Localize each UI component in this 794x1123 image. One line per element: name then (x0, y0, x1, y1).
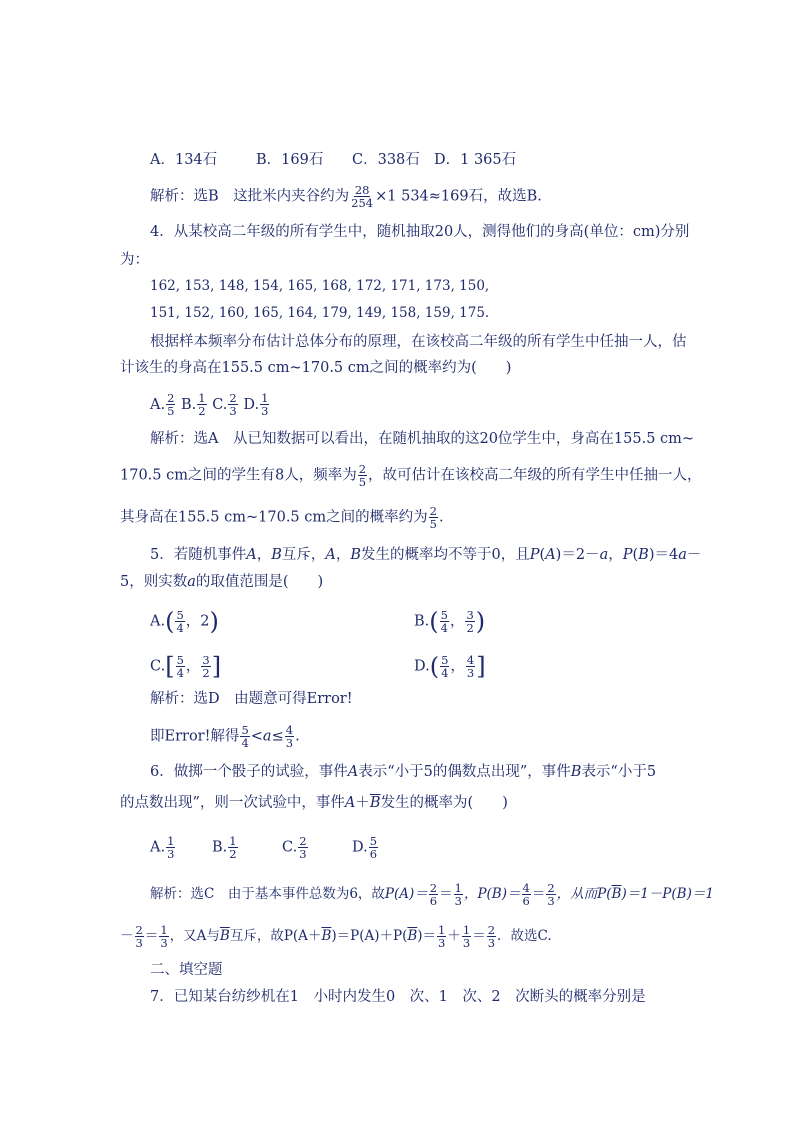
q5-option-c: C.[ $\frac{5}{4}$ ， $\frac{3}{2}$ ] (150, 652, 222, 681)
q6-solution-line2: － $\frac{2}{3}$ ＝ $\frac{1}{3}$ ，又A与$\overline{B}$互斥，故$P(A+\overline{B})=P(A)+P(\overline{B})=$ $\frac{1}{3}$ ＋ $\frac{1}{3}$ ＝ $\frac{2}{3}$ ．故选C. (120, 923, 552, 950)
q4-question-line2: 计该生的身高在155.5 cm~170.5 cm之间的概率约为( ) (120, 360, 512, 376)
q3-option-c: C．338石 (352, 152, 420, 168)
q3-solution: 解析：选B 这批米内夹谷约为 $\frac{28}{254}$ ×1 534≈169石，故选B. (150, 183, 542, 210)
q4-option-b: B. $\frac{1}{2}$ (181, 391, 206, 418)
q4-data-line1: 162, 153, 148, 154, 165, 168, 172, 171, 173, 150, (150, 278, 490, 294)
q3-option-a: A．134石 (150, 152, 218, 168)
q4-stem-line2: 为： (120, 252, 149, 268)
q5-option-b: B.( $\frac{5}{4}$ ， $\frac{3}{2}$ ) (414, 607, 486, 636)
q5-solution-line2: 即Error!解得 $\frac{5}{4}$ <a≤ $\frac{4}{3}$ . (150, 723, 300, 750)
q6-option-d: D. $\frac{5}{6}$ (352, 834, 378, 861)
q4-question-line1: 根据样本频率分布估计总体分布的原理，在该校高二年级的所有学生中任抽一人，估 (150, 334, 687, 350)
q4-solution-line1: 解析：选A 从已知数据可以看出，在随机抽取的这20位学生中，身高在155.5 cm~ (150, 431, 695, 447)
q4-option-a: A. $\frac{2}{5}$ (150, 391, 175, 418)
q4-solution-line3: 其身高在155.5 cm~170.5 cm之间的概率约为 $\frac{2}{5}$ . (120, 504, 444, 531)
q4-solution-line2: 170.5 cm之间的学生有8人，频率为 $\frac{2}{5}$ ，故可估计在该校高二年级的所有学生中任抽一人， (120, 462, 702, 489)
q3-option-b: B．169石 (256, 152, 324, 168)
fraction: $\frac{28}{254}$ (351, 183, 374, 210)
q7-stem: 7．已知某台纺纱机在1 小时内发生0 次、1 次、2 次断头的概率分别是 (150, 989, 646, 1005)
q4-stem-line1: 4．从某校高二年级的所有学生中，随机抽取20人，测得他们的身高(单位：cm)分别 (150, 224, 690, 240)
q5-stem-line2: 5，则实数a的取值范围是( ) (120, 574, 324, 590)
q3-option-d: D．1 365石 (434, 152, 517, 168)
q6-stem-line1: 6．做掷一个骰子的试验，事件A表示“小于5的偶数点出现”，事件B表示“小于5 (150, 764, 657, 780)
q6-solution-line1: 解析：选C 由于基本事件总数为6，故P(A)＝ $\frac{2}{6}$ ＝ $\frac{1}{3}$ ，P(B)＝ $\frac{4}{6}$ ＝ $\frac{2}{3}$ ，从而$P(\overline{B})=1-P(B)=1$ (150, 881, 714, 908)
q4-options (150, 392, 270, 417)
q4-option-d: D. $\frac{1}{3}$ (243, 391, 269, 418)
q6-options (150, 835, 379, 860)
q5-stem-line1: 5．若随机事件A，B互斥，A，B发生的概率均不等于0，且P(A)＝2－a，P(B)＝4a－ (150, 547, 702, 563)
q5-solution-line1: 解析：选D 由题意可得Error! (150, 691, 353, 707)
q3-options (150, 150, 516, 170)
q4-data-line2: 151, 152, 160, 165, 164, 179, 149, 158, 159, 175. (150, 305, 490, 321)
q4-option-c: C. $\frac{2}{3}$ (212, 391, 237, 418)
q6-option-a: A. $\frac{1}{3}$ (150, 834, 175, 861)
q6-stem-line2: 的点数出现”，则一次试验中，事件$A+\overline{B}$发生的概率为( ) (120, 795, 508, 811)
q6-option-c: C. $\frac{2}{3}$ (282, 834, 307, 861)
section-heading: 二、填空题 (150, 962, 223, 978)
q6-option-b: B. $\frac{1}{2}$ (212, 834, 237, 861)
q5-option-a: A.( $\frac{5}{4}$ ，2) (150, 607, 219, 636)
q5-option-d: D.( $\frac{5}{4}$ ， $\frac{4}{3}$ ] (414, 652, 486, 681)
